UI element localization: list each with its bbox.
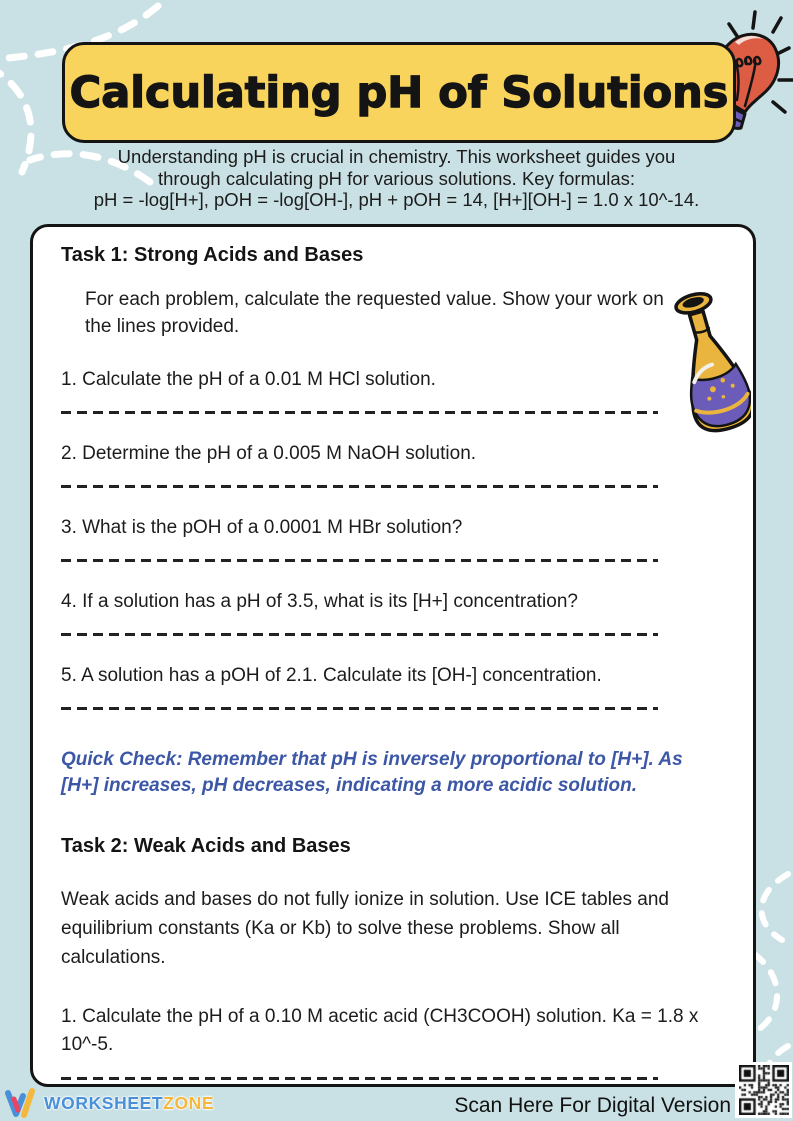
quick-check-note: Quick Check: Remember that pH is inversely proportional to [H+]. As [H+] increases, pH decreases, indicating a more acidic solution.: [61, 749, 683, 796]
answer-line-6: [61, 1077, 658, 1080]
intro-line-2: through calculating pH for various solutions. Key formulas:: [157, 167, 636, 189]
worksheetzone-logo: [4, 1087, 214, 1119]
answer-line-1: [61, 411, 658, 414]
answer-line-3: [61, 559, 658, 562]
footer-bar: [0, 1093, 793, 1121]
task1-problem-2: 2. Determine the pH of a 0.005 M NaOH solution.: [61, 443, 477, 464]
task1-problem-5: 5. A solution has a pOH of 2.1. Calculate its [OH-] concentration.: [61, 665, 602, 686]
task1-problem-3: 3. What is the pOH of a 0.0001 M HBr solution?: [61, 517, 463, 538]
task2-heading: Task 2: Weak Acids and Bases: [61, 835, 351, 857]
page-title: Calculating pH of Solutions: [69, 67, 729, 118]
intro-text: [0, 146, 793, 211]
task2-description: Weak acids and bases do not fully ionize in solution. Use ICE tables and equilibrium constants (Ka or Kb) to solve these problems. Show all calculations.: [61, 889, 669, 968]
w-logo-icon: [4, 1087, 40, 1119]
qr-code-box: [735, 1062, 792, 1118]
title-banner: [62, 42, 736, 143]
task1-heading: Task 1: Strong Acids and Bases: [61, 244, 364, 266]
answer-line-2: [61, 485, 658, 488]
flask-icon: [669, 285, 751, 437]
intro-line-1: Understanding pH is crucial in chemistry. This worksheet guides you: [117, 146, 676, 167]
answer-line-5: [61, 707, 658, 710]
task1-instructions: For each problem, calculate the requested value. Show your work on the lines provided.: [85, 289, 664, 337]
intro-line-3: pH = -log[H+], pOH = -log[OH-], pH + pOH = 14, [H+][OH-] = 1.0 x 10^-14.: [93, 189, 700, 210]
qr-code-icon: [739, 1065, 789, 1115]
answer-line-4: [61, 633, 658, 636]
task2-problem-1: 1. Calculate the pH of a 0.10 M acetic acid (CH3COOH) solution. Ka = 1.8 x 10^-5.: [61, 1006, 699, 1055]
task1-problem-4: 4. If a solution has a pH of 3.5, what is its [H+] concentration?: [61, 591, 578, 612]
brand-worksheet-text: WORKSHEET: [44, 1092, 164, 1113]
scan-here-label: Scan Here For Digital Version: [454, 1094, 731, 1117]
brand-zone-text: ZONE: [163, 1092, 215, 1113]
worksheet-card: [30, 224, 756, 1087]
task1-problem-1: 1. Calculate the pH of a 0.01 M HCl solution.: [61, 369, 436, 390]
